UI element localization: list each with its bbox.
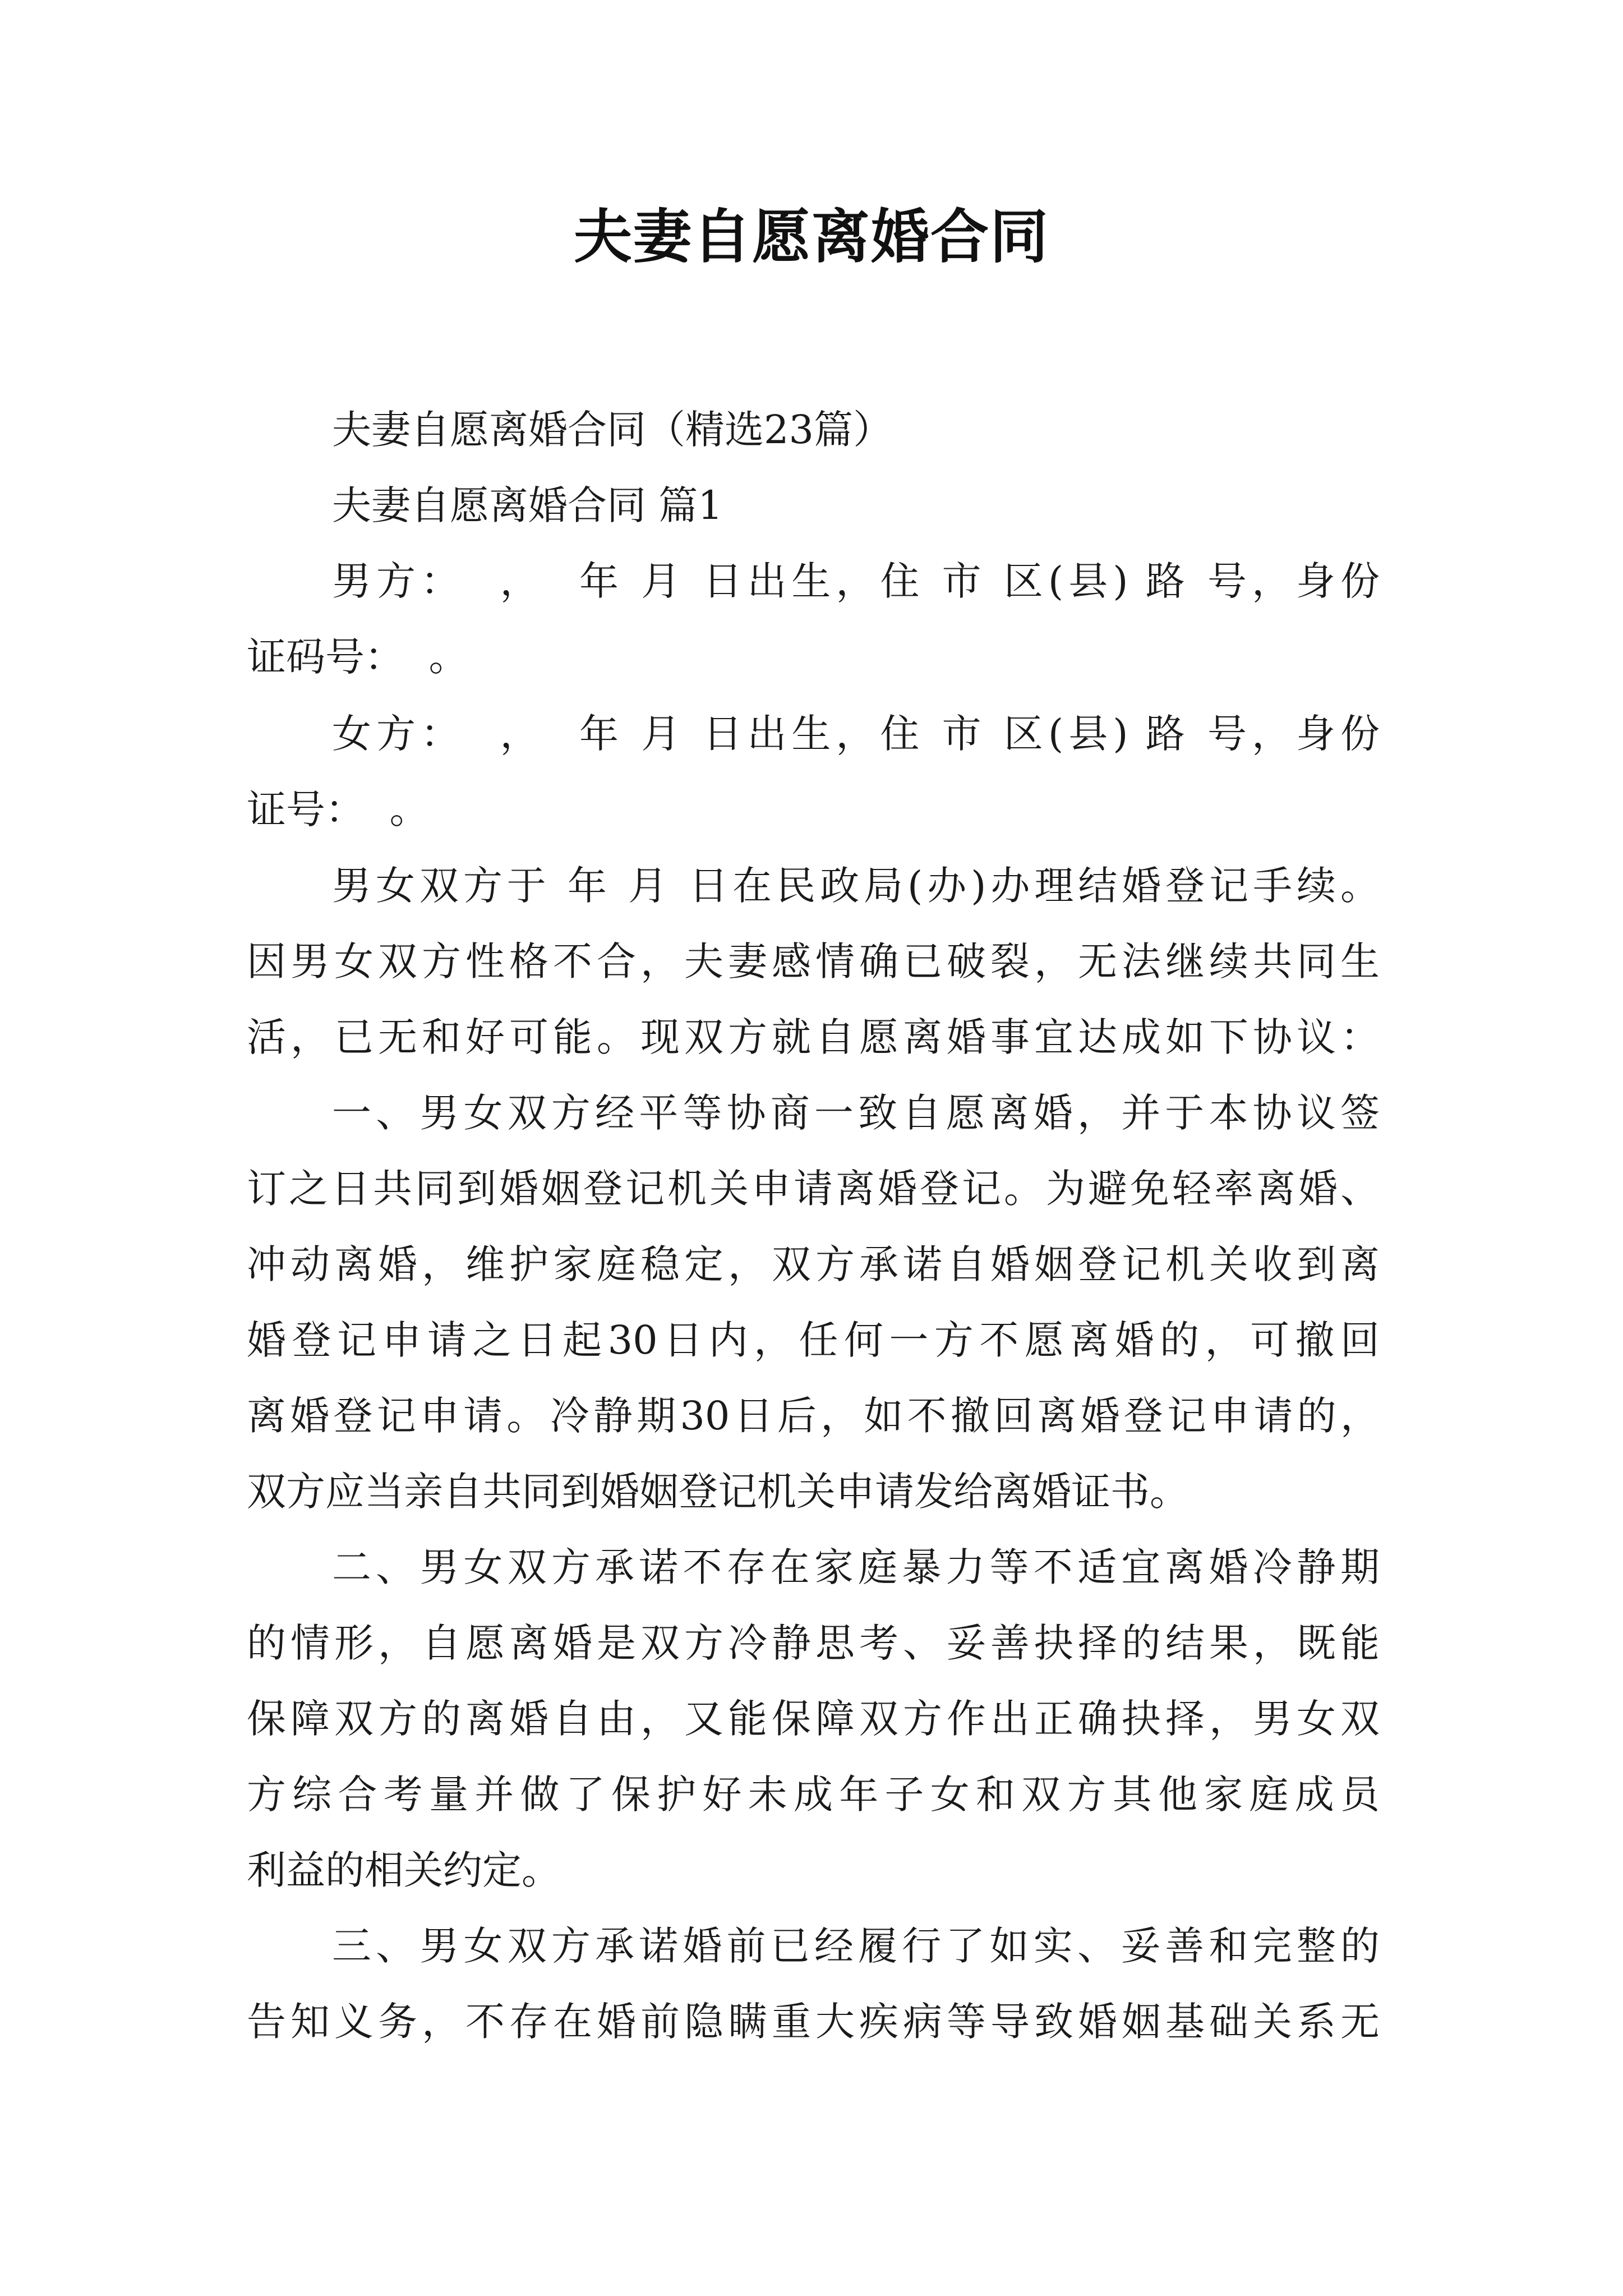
paragraph-line: 的情形，自愿离婚是双方冷静思考、妥善抉择的结果，既能	[247, 1620, 1380, 1666]
paragraph-line: 证码号： 。	[247, 634, 468, 680]
paragraph-line: 男女双方于 年 月 日在民政局(办)办理结婚登记手续。	[332, 863, 1380, 909]
paragraph-line: 保障双方的离婚自由，又能保障双方作出正确抉择，男女双	[247, 1696, 1380, 1742]
paragraph-line: 双方应当亲自共同到婚姻登记机关申请发给离婚证书。	[247, 1469, 1189, 1515]
subtitle-line: 夫妻自愿离婚合同（精选23篇）	[332, 407, 893, 453]
paragraph-line: 男方： ， 年 月 日出生，住 市 区(县) 路 号，身份	[332, 558, 1380, 604]
paragraph-line: 冲动离婚，维护家庭稳定，双方承诺自婚姻登记机关收到离	[247, 1241, 1380, 1287]
paragraph-line: 利益的相关约定。	[247, 1847, 561, 1893]
paragraph-line: 三、男女双方承诺婚前已经履行了如实、妥善和完整的	[332, 1923, 1380, 1969]
paragraph-line: 告知义务，不存在婚前隐瞒重大疾病等导致婚姻基础关系无	[247, 1999, 1380, 2045]
paragraph-line: 离婚登记申请。冷静期30日后，如不撤回离婚登记申请的，	[247, 1393, 1380, 1439]
paragraph-line: 方综合考量并做了保护好未成年子女和双方其他家庭成员	[247, 1772, 1380, 1818]
paragraph-line: 婚登记申请之日起30日内，任何一方不愿离婚的，可撤回	[247, 1317, 1380, 1363]
document-title: 夫妻自愿离婚合同	[573, 203, 1049, 271]
paragraph-line: 二、男女双方承诺不存在家庭暴力等不适宜离婚冷静期	[332, 1544, 1380, 1590]
paragraph-line: 女方： ， 年 月 日出生，住 市 区(县) 路 号，身份	[332, 711, 1380, 757]
paragraph-line: 活，已无和好可能。现双方就自愿离婚事宜达成如下协议：	[247, 1014, 1380, 1060]
paragraph-line: 订之日共同到婚姻登记机关申请离婚登记。为避免轻率离婚、	[247, 1166, 1380, 1212]
paragraph-line: 因男女双方性格不合，夫妻感情确已破裂，无法继续共同生	[247, 938, 1380, 984]
section-heading-line: 夫妻自愿离婚合同 篇1	[332, 482, 723, 528]
paragraph-line: 证号： 。	[247, 786, 429, 832]
paragraph-line: 一、男女双方经平等协商一致自愿离婚，并于本协议签	[332, 1090, 1380, 1136]
